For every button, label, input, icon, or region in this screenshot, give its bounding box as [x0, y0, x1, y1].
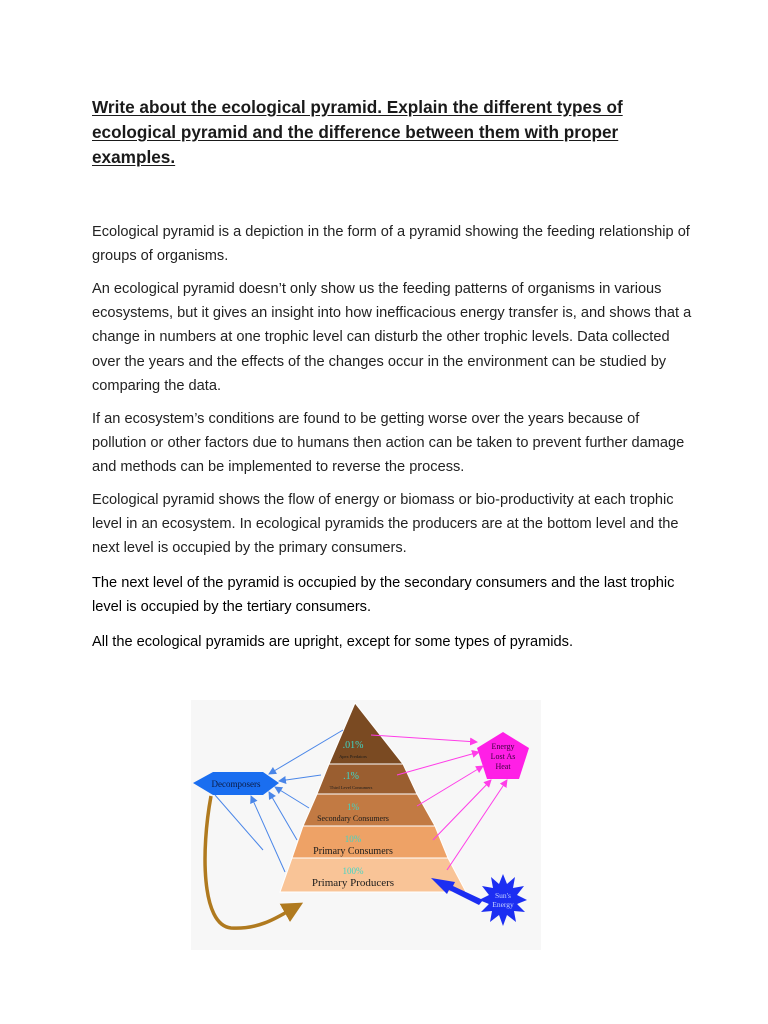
sun-line-2: Energy — [492, 900, 514, 909]
paragraph-definition: Ecological pyramid is a depiction in the form of a pyramid showing the feeding relationship of groups of organisms. — [92, 224, 690, 265]
paragraph-secondary-consumers: The next level of the pyramid is occupied by the secondary consumers and the last trophic level is occupied by the tertiary consumers. — [92, 575, 675, 616]
level-primary-label: Primary Consumers — [313, 846, 393, 857]
level-producers-percent: 100% — [342, 866, 364, 876]
ecological-pyramid-figure — [191, 700, 541, 950]
heat-line-1: Energy — [491, 742, 515, 751]
heat-line-2: Lost As — [490, 752, 516, 761]
paragraph-conditions: If an ecosystem’s conditions are found to be getting worse over the years because of pollution or other factors due to humans then action can be taken to prevent further damage and methods can be implemented to reverse the process. — [92, 411, 685, 476]
level-producers-label: Primary Producers — [311, 877, 395, 889]
paragraph-energy-flow: Ecological pyramid shows the flow of energy or biomass or bio-productivity at each trophic level in an ecosystem. In ecological pyramids the producers are at the bottom level and the next level is occupied by the primary consumers. — [92, 492, 679, 557]
paragraph-upright: All the ecological pyramids are upright, except for some types of pyramids. — [92, 634, 574, 650]
level-third-percent: .1% — [343, 771, 359, 782]
level-secondary-percent: 1% — [347, 802, 359, 812]
pyramid-diagram — [191, 700, 541, 950]
level-apex-label: Apex Predators — [339, 754, 367, 759]
level-primary-percent: 10% — [344, 834, 362, 844]
level-secondary-label: Secondary Consumers — [317, 814, 389, 823]
paragraph-insight: An ecological pyramid doesn’t only show us the feeding patterns of organisms in various ecosystems, but it gives an insight into how inefficacious energy transfer is, and shows that a change in numbers at one trophic level can disturb the other trophic levels. Data collected over the years and the effects of the changes occur in the environment can be studied by comparing the data. — [92, 281, 692, 394]
document-title: Write about the ecological pyramid. Explain the different types of ecological pyramid and the difference between them with proper examples. — [92, 97, 623, 167]
decomposers-label: Decomposers — [211, 779, 261, 789]
level-apex-percent: .01% — [342, 740, 364, 751]
sun-line-1: Sun's — [495, 891, 511, 900]
level-third-label: Third Level Consumers — [329, 785, 373, 790]
heat-line-3: Heat — [495, 762, 511, 771]
